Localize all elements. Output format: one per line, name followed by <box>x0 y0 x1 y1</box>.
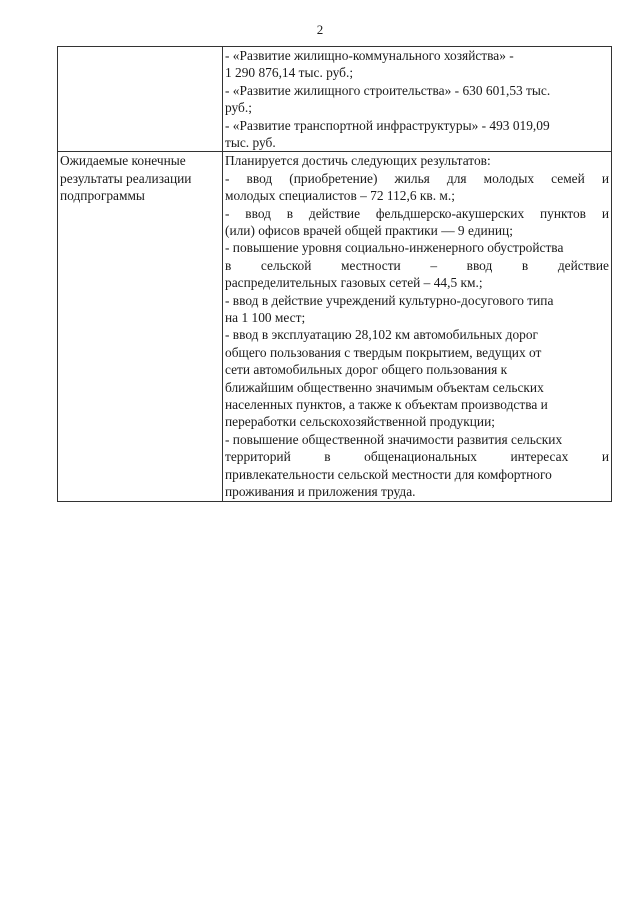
text-line: - ввод в эксплуатацию 28,102 км автомобильных дорог <box>225 327 539 343</box>
row-label-cell <box>58 47 223 152</box>
text-line: - ввод (приобретение) жилья для молодых семей и <box>225 170 609 186</box>
text-line: на 1 100 мест; <box>225 310 306 326</box>
text-line: - повышение общественной значимости развития сельских <box>225 431 563 447</box>
text-line: - ввод в действие учреждений культурно-досугового типа <box>225 292 554 308</box>
text-line: Планируется достичь следующих результатов: <box>225 153 491 169</box>
text-line: - «Развитие транспортной инфраструктуры» - 493 019,09 <box>225 117 550 133</box>
label-line: Ожидаемые конечные <box>60 153 186 169</box>
row-value-cell <box>223 47 612 152</box>
text-line: сети автомобильных дорог общего пользования к <box>225 362 508 378</box>
row-value-cell <box>223 152 612 501</box>
text-line: - «Развитие жилищного строительства» - 630 601,53 тыс. <box>225 82 551 98</box>
text-line: переработки сельскохозяйственной продукции; <box>225 414 495 430</box>
text-line: ближайшим общественно значимым объектам сельских <box>225 379 544 395</box>
table-row <box>58 152 612 501</box>
text-line: - ввод в действие фельдшерско-акушерских пунктов и <box>225 205 609 221</box>
text-line: территорий в общенациональных интересах и <box>225 449 609 465</box>
text-line: тыс. руб. <box>225 135 276 151</box>
table-row <box>58 47 612 152</box>
text-line: молодых специалистов – 72 112,6 кв. м.; <box>225 188 455 204</box>
text-line: 1 290 876,14 тыс. руб.; <box>225 65 354 81</box>
text-line: - «Развитие жилищно-коммунального хозяйства» - <box>225 48 514 63</box>
passport-table <box>57 46 612 502</box>
text-line: населенных пунктов, а также к объектам производства и <box>225 397 548 413</box>
label-line: результаты реализации <box>60 170 192 186</box>
text-line: привлекательности сельской местности для комфортного <box>225 466 552 482</box>
text-line: (или) офисов врачей общей практики — 9 единиц; <box>225 223 513 239</box>
text-line: в сельской местности – ввод в действие <box>225 257 609 273</box>
text-line: руб.; <box>225 100 252 116</box>
label-line: подпрограммы <box>60 188 145 204</box>
text-line: общего пользования с твердым покрытием, ведущих от <box>225 344 542 360</box>
text-line: - повышение уровня социально-инженерного обустройства <box>225 240 564 256</box>
row-label-cell <box>58 152 223 501</box>
text-line: проживания и приложения труда. <box>225 484 416 500</box>
page-number: 2 <box>316 22 324 37</box>
text-line: распределительных газовых сетей – 44,5 км.; <box>225 275 483 291</box>
